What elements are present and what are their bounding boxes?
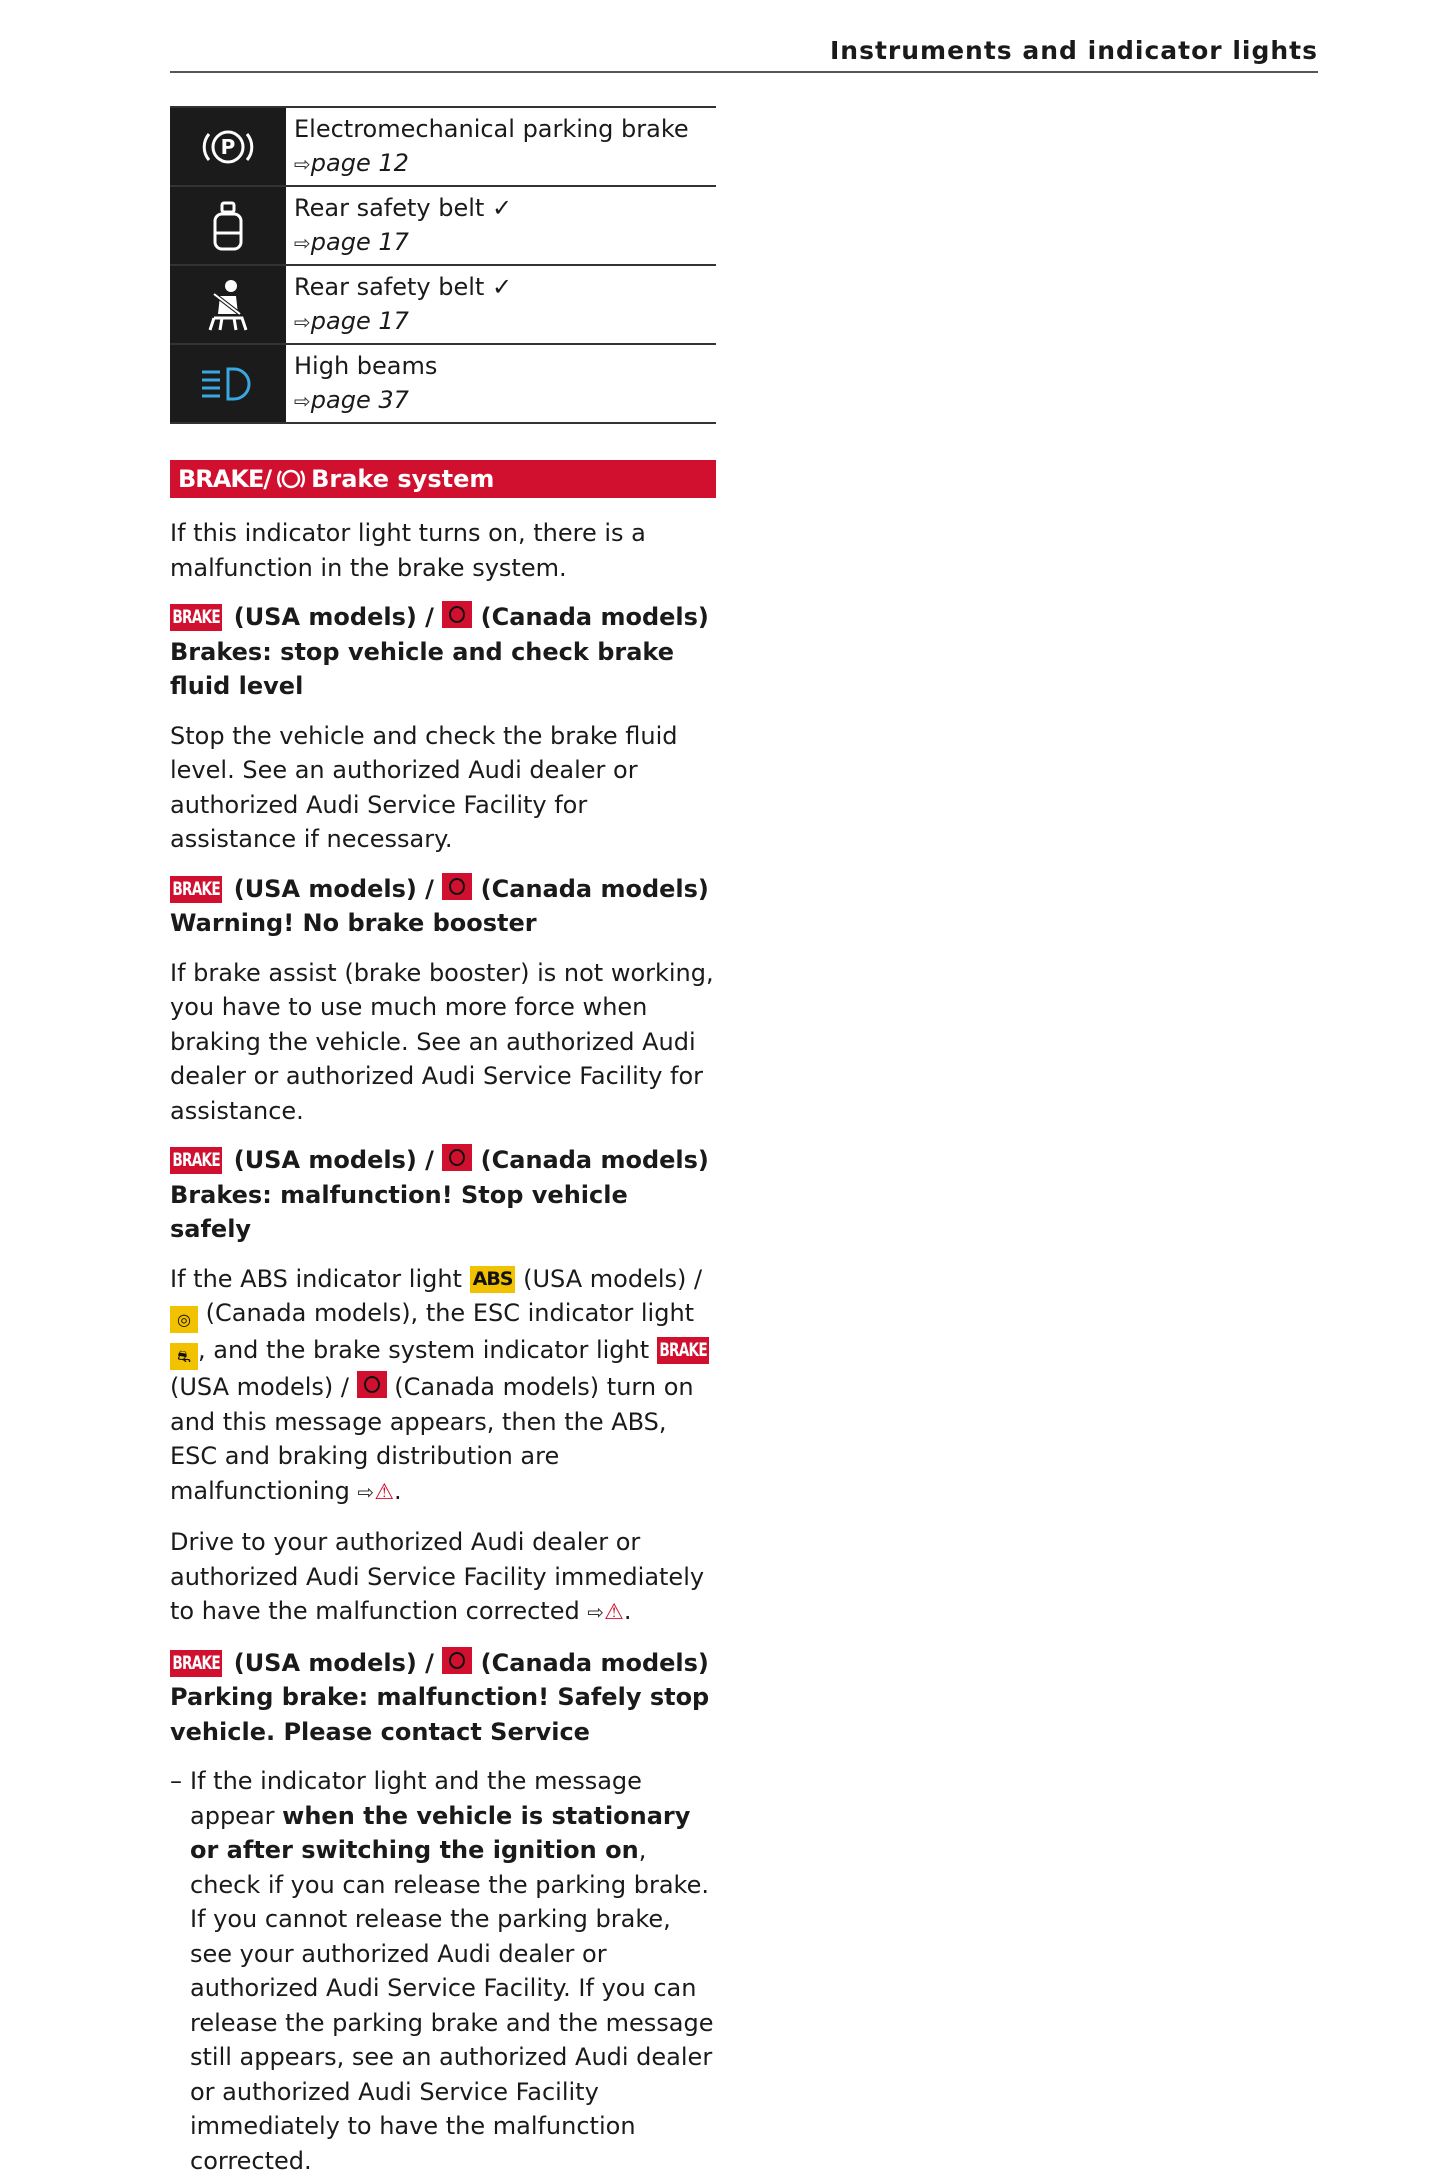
message-heading: BRAKE (USA models) / (Canada models) Brakes: malfunction! Stop vehicle safely [170,1146,709,1243]
indicator-label: Rear safety belt ✓ [294,273,513,301]
section-heading [170,460,716,498]
section-intro: If this indicator light turns on, there is a malfunction in the brake system. [170,519,646,582]
brake-canada-icon [442,873,472,900]
high-beam-icon [170,345,286,422]
indicator-table [170,106,716,424]
table-row [170,108,716,187]
running-head: Instruments and indicator lights [829,36,1318,65]
brake-usa-icon: BRAKE [170,1650,222,1677]
section-heading-prefix: BRAKE/ [178,465,272,493]
message-heading: BRAKE (USA models) / (Canada models) Parking brake: malfunction! Safely stop vehicle. Please contact Service [170,1648,710,1746]
abs-usa-icon: ABS [470,1266,516,1293]
brake-canada-icon [442,1647,472,1674]
parking-brake-icon [170,108,286,185]
seatbelt-person-icon [170,266,286,343]
list-item: – If the indicator light and the message appear when the vehicle is stationary or after switching the ignition on, check if you can release the parking brake. If you cannot release the parking brake, see your authorized Audi dealer or authorized Audi Service Facility. If you can release the parking brake and the message still appears, see an authorized Audi dealer or authorized Audi Service Facility immediately to have the malfunction corrected. [170,1764,716,2178]
table-row [170,187,716,266]
page-link[interactable]: ⇨page 17 [294,307,409,335]
message-body: Stop the vehicle and check the brake fluid level. See an authorized Audi dealer or authorized Audi Service Facility for assistance if necessary. [170,721,678,853]
message-body: Drive to your authorized Audi dealer or authorized Audi Service Facility immediately to have the malfunction corrected ⇨⚠. [170,1528,705,1625]
rear-belt-icon [170,187,286,264]
warning-triangle-icon[interactable]: ⚠ [374,1479,395,1505]
message-heading: BRAKE (USA models) / (Canada models) Warning! No brake booster [170,874,709,937]
indicator-label: High beams [294,352,438,380]
warning-triangle-icon[interactable]: ⚠ [604,1600,624,1625]
brake-usa-icon: BRAKE [170,876,222,903]
arrow-icon: ⇨ [294,389,311,413]
arrow-icon: ⇨ [294,310,311,334]
message-heading: BRAKE (USA models) / (Canada models) Brakes: stop vehicle and check brake fluid level [170,603,709,700]
arrow-icon: ⇨ [294,231,311,255]
indicator-label: Rear safety belt ✓ [294,194,513,222]
left-column [170,106,716,2180]
table-cell [286,345,437,422]
brake-warning-icon [277,467,305,491]
brake-usa-icon: BRAKE [170,604,222,631]
arrow-icon: ⇨ [587,1600,605,1624]
table-row [170,345,716,424]
arrow-icon: ⇨ [294,152,311,176]
table-cell [286,108,689,185]
message-title: Brakes: malfunction! Stop vehicle safely [170,1180,628,1243]
table-row [170,266,716,345]
table-cell [286,266,512,343]
page-link[interactable]: ⇨page 37 [294,386,409,414]
svg-text:P: P [220,134,236,159]
arrow-icon: ⇨ [357,1479,375,1504]
brake-canada-icon [442,1144,472,1171]
message-body: If brake assist (brake booster) is not working, you have to use much more force when braking the vehicle. See an authorized Audi dealer or authorized Audi Service Facility for assistance. [170,958,714,1125]
header-rule [170,71,1318,73]
message-title: Parking brake: malfunction! Safely stop vehicle. Please contact Service [170,1683,710,1746]
brake-canada-icon [357,1371,387,1398]
section-title: Brake system [311,465,495,493]
abs-canada-icon: ◎ [170,1306,198,1333]
message-title: Brakes: stop vehicle and check brake fluid level [170,637,675,700]
message-title: Warning! No brake booster [170,909,537,937]
indicator-label: Electromechanical parking brake [294,115,689,143]
message-list [170,1764,716,2178]
message-body: If the ABS indicator light ABS (USA models) / ◎ (Canada models), the ESC indicator light ⛐ , and the brake system indicator light BRAKE (USA models) / (Canada models) turn on and this message appears, then the ABS, ESC and braking distribution are malfunctioning ⇨⚠. [170,1262,716,1511]
brake-usa-icon: BRAKE [170,1147,222,1174]
page-link[interactable]: ⇨page 12 [294,149,409,177]
page-link[interactable]: ⇨page 17 [294,228,409,256]
brake-canada-icon [442,601,472,628]
esc-icon: ⛐ [170,1343,198,1370]
table-cell [286,187,512,264]
brake-usa-icon: BRAKE [657,1337,709,1364]
